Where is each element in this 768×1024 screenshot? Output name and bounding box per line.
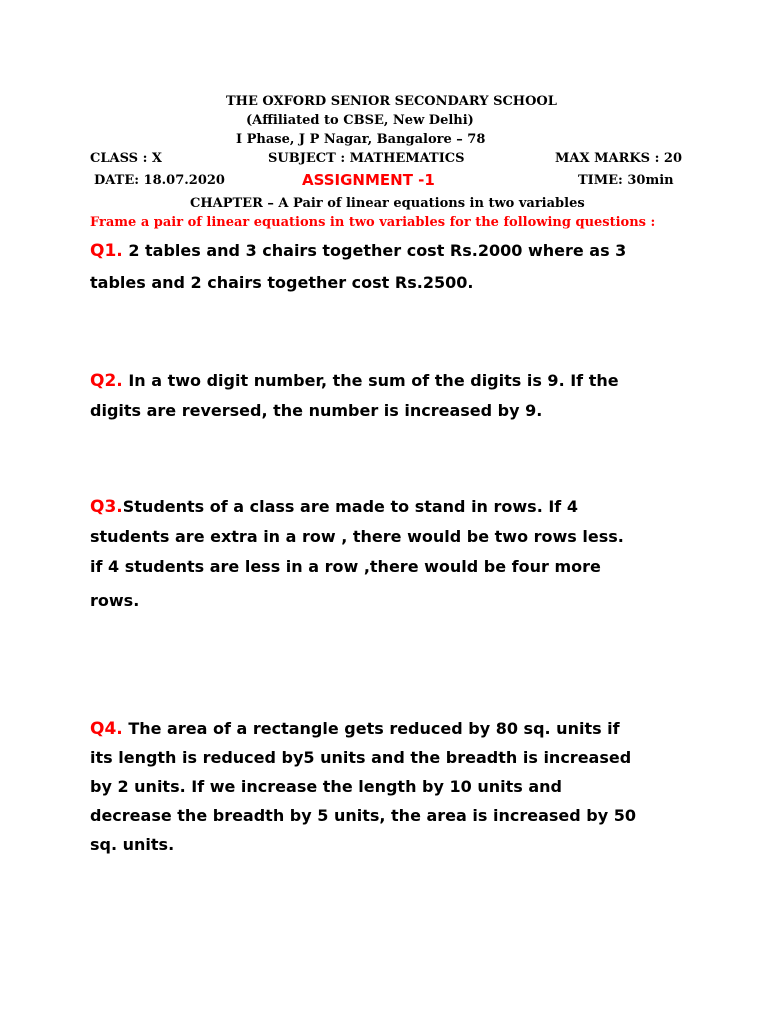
time-label: TIME: 30min (578, 173, 674, 188)
question-line: digits are reversed, the number is increased by 9. (90, 401, 543, 420)
question-number: Q2. (90, 371, 123, 391)
question-text: Students of a class are made to stand in rows. If 4 (122, 497, 578, 516)
question-line: its length is reduced by5 units and the breadth is increased (90, 748, 632, 767)
question-line: by 2 units. If we increase the length by 10 units and (90, 777, 562, 796)
question-number: Q1. (90, 241, 123, 261)
question-text: The area of a rectangle gets reduced by 80 sq. units if (122, 719, 620, 738)
class-label: CLASS : X (90, 151, 163, 166)
question-1 (90, 238, 690, 302)
question-line (90, 494, 690, 524)
date-label: DATE: 18.07.2020 (94, 173, 225, 188)
question-line (90, 368, 690, 398)
question-line: decrease the breadth by 5 units, the area is increased by 50 (90, 806, 636, 825)
school-address: I Phase, J P Nagar, Bangalore – 78 (236, 132, 486, 147)
assignment-title: ASSIGNMENT -1 (302, 171, 435, 189)
question-2 (90, 368, 690, 428)
question-line (90, 716, 690, 745)
question-line: students are extra in a row , there would be two rows less. (90, 527, 624, 546)
question-text: In a two digit number, the sum of the digits is 9. If the (122, 371, 619, 390)
max-marks-label: MAX MARKS : 20 (555, 151, 682, 166)
question-4 (90, 716, 690, 861)
question-line: sq. units. (90, 835, 175, 854)
question-line: rows. (90, 591, 140, 610)
question-line (90, 238, 690, 270)
question-line: tables and 2 chairs together cost Rs.2500. (90, 273, 474, 292)
question-3 (90, 494, 690, 618)
question-line: if 4 students are less in a row ,there would be four more (90, 557, 601, 576)
question-number: Q4. (90, 719, 123, 739)
question-number: Q3. (90, 497, 123, 517)
instruction-text: Frame a pair of linear equations in two variables for the following questions : (90, 215, 656, 230)
chapter-title: CHAPTER – A Pair of linear equations in two variables (190, 196, 585, 211)
school-name: THE OXFORD SENIOR SECONDARY SCHOOL (226, 94, 557, 109)
question-text: 2 tables and 3 chairs together cost Rs.2000 where as 3 (122, 241, 627, 260)
subject-label: SUBJECT : MATHEMATICS (268, 151, 465, 166)
affiliation: (Affiliated to CBSE, New Delhi) (246, 113, 474, 128)
